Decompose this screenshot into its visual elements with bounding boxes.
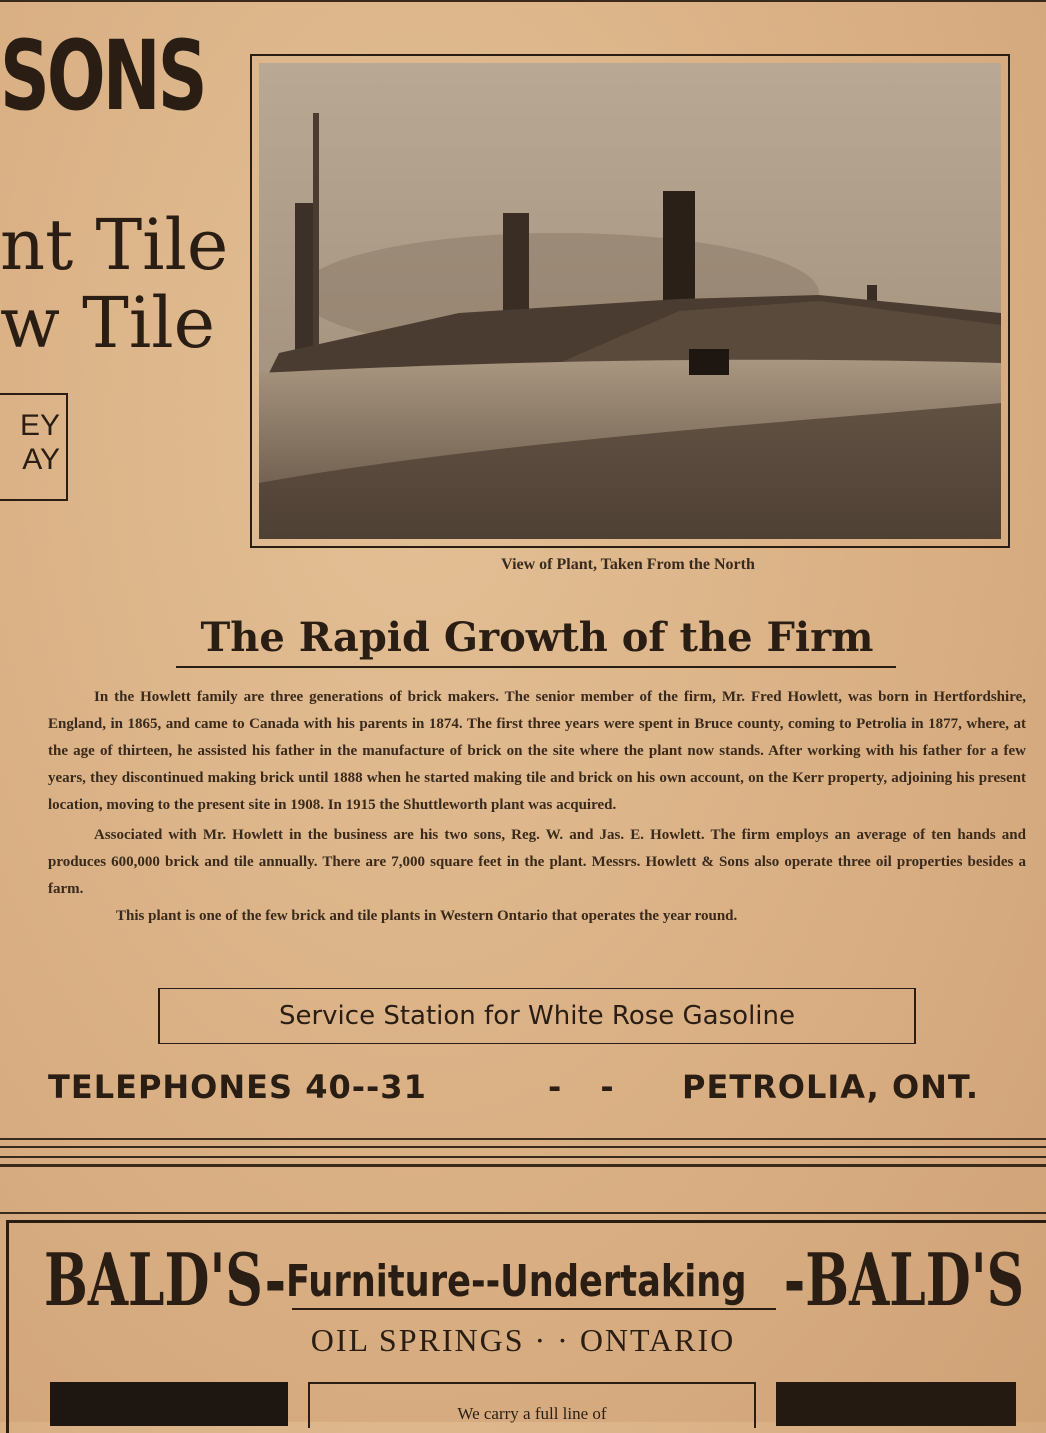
side-box-line-2: AY bbox=[22, 443, 60, 476]
service-station-label: Service Station for White Rose Gasoline bbox=[278, 1001, 795, 1031]
article-paragraph-1: In the Howlett family are three generations of brick makers. The senior member of the firm, Mr. Fred Howlett, was born in Hertfordshire, England, in 1865, and came to Canada with his parents in 1874. The first three years were spent in Bruce county, coming to Petrolia in 1877, where, at the age of thirteen, he assisted his father in the manufacture of brick on the site where the plant now stands. After working with his father for a few years, they discontinued making brick until 1888 when he started making tile and brick on his own account, on the Kerr property, adjoining his present location, moving to the present site in 1908. In 1915 the Shuttleworth plant was acquired. bbox=[48, 689, 1026, 813]
article-paragraph-3: This plant is one of the few brick and tile plants in Western Ontario that operates the year round. bbox=[116, 908, 738, 924]
header-tile-line-2: w Tile bbox=[0, 282, 216, 364]
section-rule-3 bbox=[0, 1156, 1046, 1158]
top-rule bbox=[0, 0, 1046, 8]
header-sons: SONS bbox=[0, 20, 205, 132]
side-box-line-1: EY bbox=[19, 409, 60, 442]
telephones: TELEPHONES 40--31 bbox=[48, 1068, 427, 1106]
header-tile-line-1: nt Tile bbox=[0, 204, 229, 286]
bald-middle-title: Furniture--Undertaking bbox=[286, 1256, 747, 1307]
bald-left-title: BALD'S- bbox=[44, 1237, 287, 1322]
article-body bbox=[48, 684, 1026, 930]
bald-location: OIL SPRINGS · · ONTARIO bbox=[310, 1322, 736, 1358]
header-side-box bbox=[0, 393, 68, 501]
bald-right-image bbox=[776, 1382, 1016, 1426]
section-rule-2 bbox=[0, 1146, 1046, 1148]
section-rule-4 bbox=[0, 1164, 1046, 1167]
bald-middle-underline bbox=[292, 1308, 776, 1310]
section-rule-1 bbox=[0, 1138, 1046, 1140]
plant-photo bbox=[250, 54, 1010, 548]
article-heading: The Rapid Growth of the Firm bbox=[200, 614, 874, 661]
service-station-box bbox=[158, 988, 916, 1044]
footer-dashes: - - bbox=[548, 1068, 628, 1106]
article-paragraph-2: Associated with Mr. Howlett in the business are his two sons, Reg. W. and Jas. E. Howlett. The firm employs an average of ten hands and produces 600,000 brick and tile annually. There are 7,000 square feet in the plant. Messrs. Howlett & Sons also operate three oil properties besides a farm. bbox=[48, 827, 1026, 897]
heading-underline bbox=[176, 666, 896, 668]
bald-middle-box bbox=[308, 1382, 756, 1428]
photo-caption: View of Plant, Taken From the North bbox=[501, 556, 755, 573]
bald-left-image bbox=[50, 1382, 288, 1426]
bald-right-title: -BALD'S bbox=[783, 1237, 1024, 1322]
plant-photo-image bbox=[259, 63, 1001, 539]
city-name: PETROLIA, ONT. bbox=[682, 1068, 980, 1106]
bald-carry-text: We carry a full line of bbox=[457, 1404, 607, 1423]
section-rule-5 bbox=[0, 1212, 1046, 1214]
